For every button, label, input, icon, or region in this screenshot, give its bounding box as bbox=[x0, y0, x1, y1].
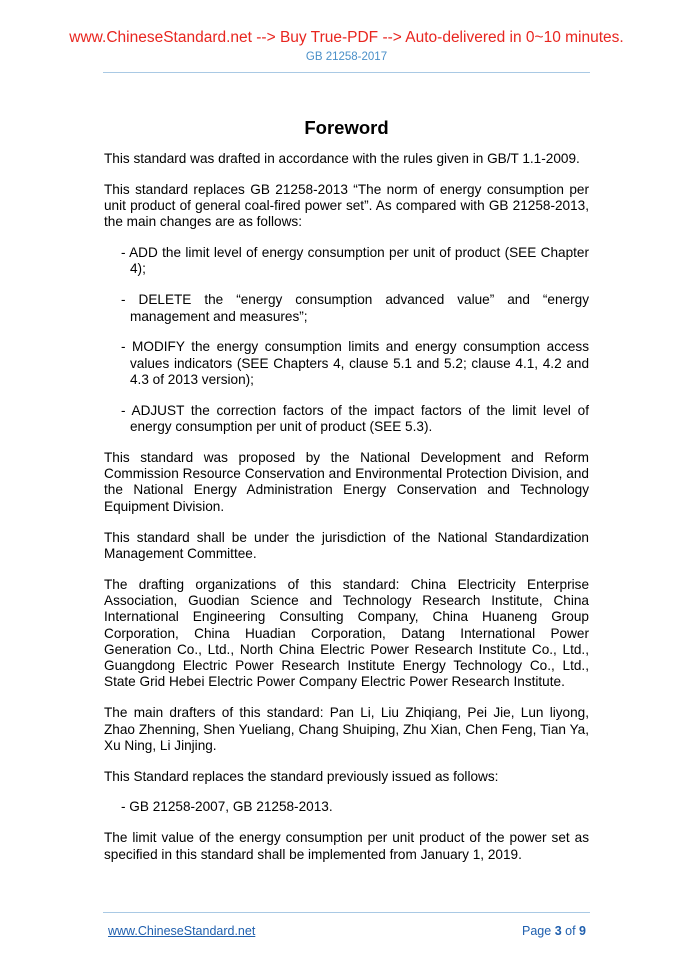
paragraph-jurisdiction: This standard shall be under the jurisdiction of the National Standardization Management Committee. bbox=[104, 529, 589, 561]
change-item-add: - ADD the limit level of energy consumption per unit of product (SEE Chapter 4); bbox=[121, 245, 589, 277]
footer-divider bbox=[103, 912, 590, 913]
page-current: 3 bbox=[554, 924, 562, 938]
paragraph-previous-issues: This Standard replaces the standard previously issued as follows: bbox=[104, 768, 499, 784]
page-number bbox=[522, 924, 586, 938]
foreword-body bbox=[104, 151, 589, 877]
paragraph-replaces: This standard replaces GB 21258-2013 “The norm of energy consumption per unit product of general coal-fired power set”. As compared with GB 21258-2013, the main changes are as follows: bbox=[104, 181, 589, 230]
page-prefix: Page bbox=[522, 924, 552, 938]
change-item-adjust: - ADJUST the correction factors of the impact factors of the limit level of energy consumption per unit of product (SEE 5.3). bbox=[121, 402, 589, 435]
change-item-delete: - DELETE the “energy consumption advanced value” and “energy management and measures”; bbox=[121, 292, 589, 324]
previous-issue-item: - GB 21258-2007, GB 21258-2013. bbox=[121, 799, 333, 815]
paragraph-drafting-rules: This standard was drafted in accordance with the rules given in GB/T 1.1-2009. bbox=[104, 151, 580, 166]
page-of: of bbox=[565, 924, 576, 938]
change-item-modify: - MODIFY the energy consumption limits and energy consumption access values indicators (SEE Chapters 4, clause 5.1 and 5.2; clause 4.1, 4.2 and 4.3 of 2013 version); bbox=[121, 339, 589, 387]
paragraph-main-drafters: The main drafters of this standard: Pan Li, Liu Zhiqiang, Pei Jie, Lun liyong, Zhao Zhenning, Shen Yueliang, Chang Shuiping, Zhu Xian, Chen Feng, Tian Ya, Xu Ning, Li Jinjing. bbox=[104, 705, 589, 753]
footer-website-link[interactable]: www.ChineseStandard.net bbox=[108, 924, 256, 938]
top-banner-link[interactable]: www.ChineseStandard.net --> Buy True-PDF --> Auto-delivered in 0~10 minutes. bbox=[69, 29, 624, 46]
paragraph-implementation-date: The limit value of the energy consumption per unit product of the power set as specified in this standard shall be implemented from January 1, 2019. bbox=[104, 830, 589, 862]
header-divider bbox=[103, 72, 590, 73]
document-code: GB 21258-2017 bbox=[305, 51, 388, 63]
paragraph-drafting-organizations: The drafting organizations of this standard: China Electricity Enterprise Association, Guodian Science and Technology Research Institute, China International Engineering Consulting Company, China Huaneng Group Corporation, China Huadian Corporation, Datang International Power Generation Co., Ltd., North China Electric Power Research Institute Co., Ltd., Guangdong Electric Power Research Institute Energy Technology Co., Ltd., State Grid Hebei Electric Power Company Electric Power Research Institute. bbox=[104, 576, 589, 690]
paragraph-proposed-by: This standard was proposed by the National Development and Reform Commission Resource Conservation and Environmental Protection Division, and the National Energy Administration Energy Conservation and Technology Equipment Division. bbox=[104, 449, 589, 514]
page-title: Foreword bbox=[304, 117, 389, 138]
page-total: 9 bbox=[579, 924, 586, 938]
